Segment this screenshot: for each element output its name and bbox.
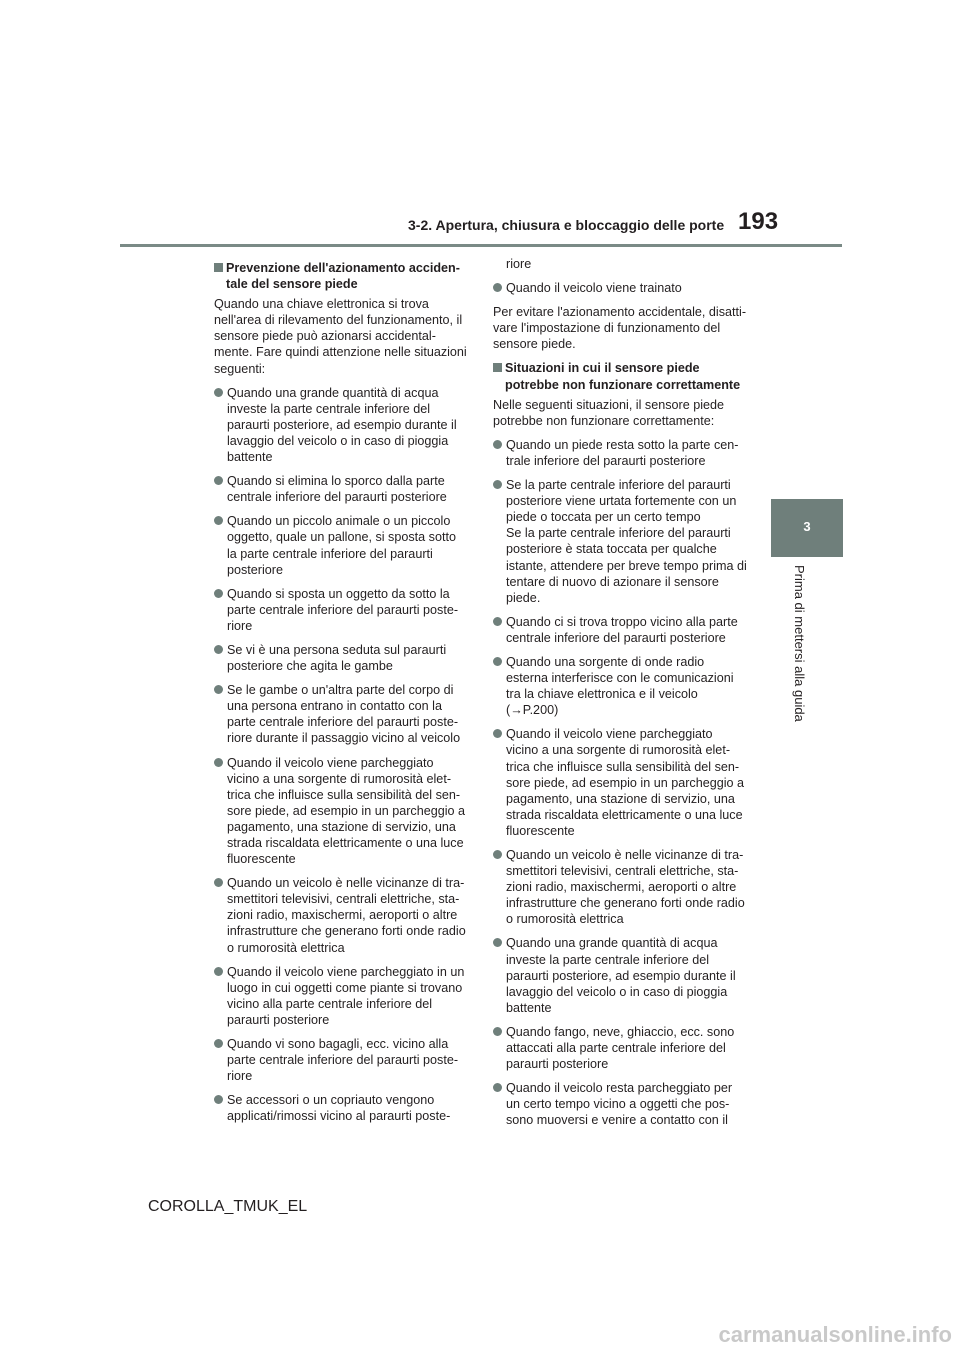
- list-item: [493, 477, 755, 606]
- list-item: [214, 642, 476, 674]
- list-item-line: tentare di nuovo di azionare il sensore: [506, 574, 719, 589]
- list-item: [493, 654, 755, 718]
- left-column: [214, 254, 476, 1133]
- round-bullet-icon: [493, 1027, 502, 1036]
- continued-text: riore: [506, 257, 532, 271]
- list-item-line: Quando una sorgente di onde radio: [506, 654, 705, 669]
- list-item-line: parte centrale inferiore del paraurti poste-: [227, 1053, 459, 1068]
- list-item-line: smettitori televisivi, centrali elettriche, sta-: [506, 864, 739, 879]
- list-item: [214, 586, 476, 634]
- round-bullet-icon: [214, 1039, 223, 1048]
- list-item-line: battente: [227, 450, 273, 465]
- list-item-line: sore piede, ad esempio in un parcheggio a: [506, 775, 745, 790]
- list-item-line: parte centrale inferiore del paraurti poste-: [227, 715, 459, 730]
- list-item: [493, 847, 755, 927]
- list-item-line: istante, attendere per breve tempo prima di: [506, 558, 747, 573]
- round-bullet-icon: [214, 685, 223, 694]
- list-item-line: strada riscaldata elettricamente o una luce: [227, 836, 464, 850]
- list-item: [214, 875, 476, 955]
- list-item-line: Quando si elimina lo sporco dalla parte: [227, 474, 445, 489]
- list-item-line: Quando il veicolo resta parcheggiato per: [506, 1081, 733, 1096]
- round-bullet-icon: [493, 480, 502, 489]
- document-code: COROLLA_TMUK_EL: [148, 1198, 308, 1215]
- list-item: [214, 1092, 476, 1124]
- round-bullet-icon: [214, 878, 223, 887]
- list-item-line: Se vi è una persona seduta sul paraurti: [227, 642, 447, 657]
- list-item-line: vicino a una sorgente di rumorosità elet-: [506, 743, 731, 758]
- list-item-line: Se la parte centrale inferiore del paraurti: [506, 478, 731, 493]
- list-item-line: pagamento, una stazione di servizio, una: [506, 791, 735, 806]
- list-item-line: Quando fango, neve, ghiaccio, ecc. sono: [506, 1024, 735, 1039]
- round-bullet-icon: [493, 729, 502, 738]
- list-item-line: battente: [506, 1000, 552, 1015]
- bullet-list: [214, 385, 476, 1125]
- list-item-line: posteriore è stata toccata per qualche: [506, 542, 717, 557]
- list-item-line: Quando un veicolo è nelle vicinanze di tra-: [227, 876, 465, 891]
- list-item-line: paraurti posteriore: [227, 1012, 330, 1027]
- list-item-line: Quando si sposta un oggetto da sotto la: [227, 586, 450, 601]
- list-item-line: Se le gambe o un'altra parte del corpo di: [227, 683, 454, 698]
- list-item-line: zioni radio, maxischermi, aeroporti o altre: [506, 880, 737, 895]
- chapter-title: Prima di mettersi alla guida: [792, 565, 807, 722]
- list-item-line: fluorescente: [227, 852, 296, 867]
- bullet-list: [493, 437, 755, 1129]
- round-bullet-icon: [214, 589, 223, 598]
- watermark: carmanualsonline.info: [718, 1322, 952, 1347]
- list-item-line: parte centrale inferiore del paraurti poste-: [227, 602, 459, 617]
- section-heading: Situazioni in cui il sensore piede potrebbe non funzionare correttamente: [493, 360, 755, 392]
- list-item-line: oggetto, quale un pallone, si sposta sotto: [227, 530, 456, 545]
- list-item-line: piede o toccata per un certo tempo: [506, 510, 701, 525]
- list-item-line: attaccati alla parte centrale inferiore del: [506, 1041, 726, 1056]
- list-item-line: lavaggio del veicolo o in caso di pioggia: [506, 984, 728, 999]
- list-item-line: posteriore: [227, 562, 284, 577]
- list-item-line: riore durante il passaggio vicino al veicolo: [227, 731, 461, 746]
- list-item-line: riore: [227, 1069, 253, 1084]
- list-item-line: pagamento, una stazione di servizio, una: [227, 819, 456, 834]
- list-item: [493, 614, 755, 646]
- list-item-line: o rumorosità elettrica: [227, 940, 345, 955]
- list-item-line: sore piede, ad esempio in un parcheggio a: [227, 803, 466, 818]
- list-item-line: posteriore viene urtata fortemente con un: [506, 494, 737, 509]
- round-bullet-icon: [214, 645, 223, 654]
- list-item-line: Quando vi sono bagagli, ecc. vicino alla: [227, 1037, 449, 1052]
- list-item-line: Quando il veicolo viene parcheggiato: [227, 755, 434, 770]
- round-bullet-icon: [214, 1095, 223, 1104]
- list-item-line: Se la parte centrale inferiore del paraurti: [506, 526, 731, 541]
- list-item-line: investe la parte centrale inferiore del: [227, 401, 431, 416]
- intro-paragraph: Nelle seguenti situazioni, il sensore piede potrebbe non funzionare correttamente:: [493, 397, 725, 428]
- list-item-line: Quando un piccolo animale o un piccolo: [227, 514, 451, 529]
- list-item: [493, 437, 755, 469]
- list-item-line: esterna interferisce con le comunicazioni: [506, 671, 734, 686]
- round-bullet-icon: [493, 283, 502, 292]
- square-bullet-icon: [493, 363, 502, 372]
- round-bullet-icon: [493, 938, 502, 947]
- list-item-line: riore: [227, 618, 253, 633]
- note-paragraph: Per evitare l'azionamento accidentale, disatti- vare l'impostazione di funzionamento del sensore piede.: [493, 305, 747, 352]
- list-item-line: strada riscaldata elettricamente o una luce: [506, 807, 743, 822]
- list-item-line: sono muoversi e venire a contatto con il: [506, 1113, 728, 1128]
- list-item-line: infrastrutture che generano forti onde radio: [506, 896, 745, 911]
- chapter-tab: [771, 499, 843, 557]
- chapter-title-vertical: [792, 565, 808, 735]
- list-item-line: Quando il veicolo viene parcheggiato in un: [227, 964, 465, 979]
- list-item-line: Quando un piede resta sotto la parte cen-: [506, 437, 739, 452]
- intro-paragraph: Quando una chiave elettronica si trova nell'area di rilevamento del funzionamento, il sensore piede può azionarsi accidental- mente. Fare quindi attenzione nelle situazioni seguenti:: [214, 297, 467, 376]
- list-item: Quando il veicolo viene trainato: [493, 280, 755, 296]
- list-item: [214, 385, 476, 465]
- list-item-line: un certo tempo vicino a oggetti che pos-: [506, 1097, 730, 1112]
- round-bullet-icon: [214, 476, 223, 485]
- list-item-line: piede.: [506, 590, 541, 605]
- round-bullet-icon: [493, 657, 502, 666]
- section-heading: Prevenzione dell'azionamento acciden- tale del sensore piede: [214, 260, 476, 292]
- header-divider: [120, 244, 842, 247]
- list-item-line: la parte centrale inferiore del paraurti: [227, 546, 433, 561]
- list-item-line: Quando ci si trova troppo vicino alla parte: [506, 614, 738, 629]
- list-item-line: Quando il veicolo viene parcheggiato: [506, 727, 713, 742]
- list-item-line: luogo in cui oggetti come piante si trovano: [227, 980, 463, 995]
- list-item-line: posteriore che agita le gambe: [227, 659, 393, 674]
- list-item-line: trale inferiore del paraurti posteriore: [506, 453, 706, 468]
- list-item: [214, 755, 476, 868]
- list-item-line: lavaggio del veicolo o in caso di pioggia: [227, 433, 449, 448]
- list-item: [493, 935, 755, 1015]
- list-item-line: Quando una grande quantità di acqua: [506, 936, 718, 951]
- list-item-line: tra la chiave elettronica e il veicolo: [506, 687, 698, 702]
- round-bullet-icon: [214, 388, 223, 397]
- round-bullet-icon: [493, 850, 502, 859]
- round-bullet-icon: [493, 617, 502, 626]
- list-item-line: Quando una grande quantità di acqua: [227, 385, 439, 400]
- list-item-line: trica che influisce sulla sensibilità del sen-: [506, 759, 740, 774]
- list-item-line: Se accessori o un copriauto vengono: [227, 1093, 435, 1108]
- list-item-line: infrastrutture che generano forti onde radio: [227, 924, 466, 939]
- list-item-line: vicino a una sorgente di rumorosità elet-: [227, 771, 452, 786]
- list-item: [493, 1024, 755, 1072]
- list-item: [214, 473, 476, 505]
- list-item-line: vicino alla parte centrale inferiore del: [227, 996, 433, 1011]
- square-bullet-icon: [214, 263, 223, 272]
- list-item-line: centrale inferiore del paraurti posteriore: [506, 630, 726, 645]
- list-item: [214, 513, 476, 577]
- list-item-line: paraurti posteriore: [506, 1057, 609, 1072]
- list-item-line: o rumorosità elettrica: [506, 912, 624, 927]
- section-title: 3-2. Apertura, chiusura e bloccaggio delle porte: [408, 217, 725, 233]
- list-item-line: trica che influisce sulla sensibilità del sen-: [227, 787, 461, 802]
- right-column: [493, 254, 755, 1137]
- list-item: [493, 1080, 755, 1128]
- list-item-line: fluorescente: [506, 823, 575, 838]
- list-item-line: paraurti posteriore, ad esempio durante il: [506, 968, 736, 983]
- list-item-line: una persona entrano in contatto con la: [227, 699, 442, 714]
- list-item-line: centrale inferiore del paraurti posteriore: [227, 490, 447, 505]
- list-item: [493, 726, 755, 839]
- list-item-line: applicati/rimossi vicino al paraurti poste-: [227, 1109, 451, 1124]
- list-item-line: investe la parte centrale inferiore del: [506, 952, 710, 967]
- list-item-line: (→P.200): [506, 703, 559, 718]
- round-bullet-icon: [214, 516, 223, 525]
- round-bullet-icon: [493, 440, 502, 449]
- list-item-line: smettitori televisivi, centrali elettriche, sta-: [227, 892, 460, 907]
- round-bullet-icon: [493, 1083, 502, 1092]
- round-bullet-icon: [214, 758, 223, 767]
- chapter-number: 3: [803, 519, 811, 534]
- list-item: [214, 964, 476, 1028]
- list-item: [214, 1036, 476, 1084]
- list-item-line: paraurti posteriore, ad esempio durante il: [227, 417, 457, 432]
- list-item-line: zioni radio, maxischermi, aeroporti o altre: [227, 908, 458, 923]
- list-item: [214, 682, 476, 746]
- page-number: 193: [738, 208, 779, 235]
- round-bullet-icon: [214, 967, 223, 976]
- list-item-line: Quando un veicolo è nelle vicinanze di tra-: [506, 848, 744, 862]
